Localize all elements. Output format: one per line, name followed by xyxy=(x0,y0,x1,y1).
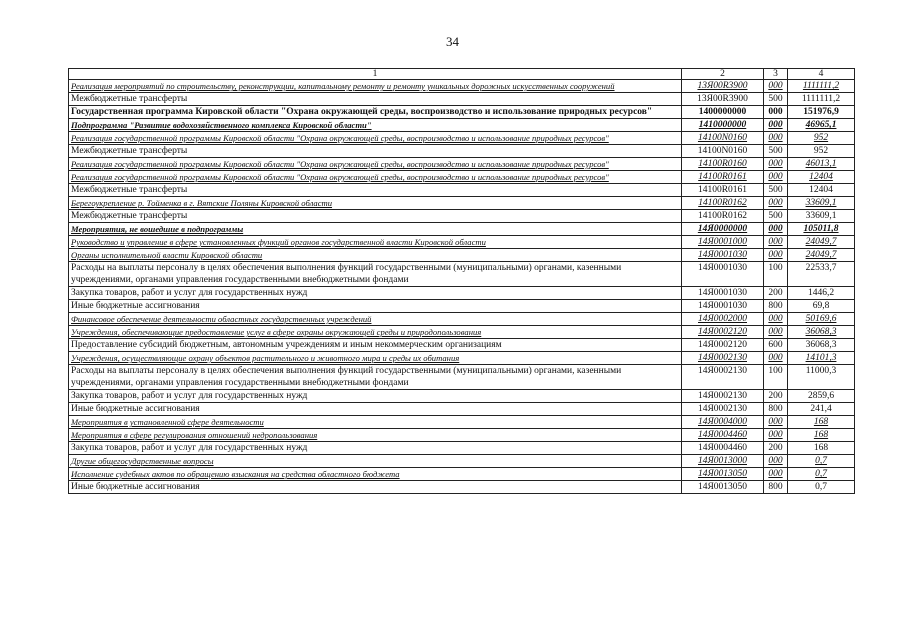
row-amount: 33609,1 xyxy=(788,210,855,223)
page-number: 34 xyxy=(446,34,459,49)
row-expense-type: 000 xyxy=(764,429,788,442)
row-target-code: 14Я0004460 xyxy=(682,429,764,442)
row-target-code: 14Я0002130 xyxy=(682,403,764,416)
row-amount: 33609,1 xyxy=(788,197,855,210)
table-row xyxy=(69,300,855,313)
row-amount: 50169,6 xyxy=(788,313,855,326)
row-expense-type: 000 xyxy=(764,249,788,262)
table-row xyxy=(69,262,855,287)
row-target-code: 14Я0001030 xyxy=(682,249,764,262)
row-target-code: 14Я0013050 xyxy=(682,468,764,481)
row-description: Руководство и управление в сфере установленных функций органов государственной власти Кировской области xyxy=(69,236,682,249)
row-amount: 36068,3 xyxy=(788,339,855,352)
row-target-code: 14Я0001030 xyxy=(682,300,764,313)
row-description: Межбюджетные трансферты xyxy=(69,93,682,106)
row-target-code: 14100R0161 xyxy=(682,171,764,184)
row-amount: 2859,6 xyxy=(788,390,855,403)
row-description: Межбюджетные трансферты xyxy=(69,184,682,197)
row-expense-type: 500 xyxy=(764,184,788,197)
row-description: Мероприятия, не вошедшие в подпрограммы xyxy=(69,223,682,236)
row-amount: 22533,7 xyxy=(788,262,855,287)
row-target-code: 14100R0162 xyxy=(682,197,764,210)
row-target-code: 14100N0160 xyxy=(682,145,764,158)
row-amount: 36068,3 xyxy=(788,326,855,339)
table-row xyxy=(69,403,855,416)
row-expense-type: 000 xyxy=(764,132,788,145)
row-description: Реализация государственной программы Кировской области "Охрана окружающей среды, воспроизводство и использование природных ресурсов" xyxy=(69,132,682,145)
row-target-code: 1400000000 xyxy=(682,106,764,119)
row-amount: 12404 xyxy=(788,184,855,197)
row-expense-type: 200 xyxy=(764,442,788,455)
row-expense-type: 000 xyxy=(764,223,788,236)
table-row xyxy=(69,416,855,429)
row-expense-type: 000 xyxy=(764,455,788,468)
row-description: Реализация государственной программы Кировской области "Охрана окружающей среды, воспроизводство и использование природных ресурсов" xyxy=(69,171,682,184)
row-target-code: 14100R0160 xyxy=(682,158,764,171)
row-expense-type: 000 xyxy=(764,171,788,184)
row-expense-type: 000 xyxy=(764,158,788,171)
table-row xyxy=(69,223,855,236)
row-target-code: 14Я0002120 xyxy=(682,339,764,352)
table-row xyxy=(69,106,855,119)
row-description: Государственная программа Кировской области "Охрана окружающей среды, воспроизводство и использование природных ресурсов" xyxy=(69,106,682,119)
row-amount: 1111111,2 xyxy=(788,93,855,106)
row-target-code: 14100N0160 xyxy=(682,132,764,145)
row-amount: 24049,7 xyxy=(788,249,855,262)
row-target-code: 14Я0002130 xyxy=(682,365,764,390)
row-description: Другие общегосударственные вопросы xyxy=(69,455,682,468)
table-row xyxy=(69,145,855,158)
row-target-code: 14Я0002130 xyxy=(682,352,764,365)
table-row xyxy=(69,468,855,481)
row-description: Предоставление субсидий бюджетным, автономным учреждениям и иным некоммерческим организациям xyxy=(69,339,682,352)
row-amount: 168 xyxy=(788,442,855,455)
row-description: Финансовое обеспечение деятельности областных государственных учреждений xyxy=(69,313,682,326)
table-row xyxy=(69,236,855,249)
row-expense-type: 000 xyxy=(764,236,788,249)
row-amount: 168 xyxy=(788,429,855,442)
row-amount: 1446,2 xyxy=(788,287,855,300)
row-expense-type: 000 xyxy=(764,326,788,339)
row-target-code: 14Я0013000 xyxy=(682,455,764,468)
row-target-code: 14Я0002000 xyxy=(682,313,764,326)
table-row xyxy=(69,429,855,442)
row-expense-type: 500 xyxy=(764,210,788,223)
table-row xyxy=(69,132,855,145)
row-target-code: 14Я0001030 xyxy=(682,287,764,300)
row-description: Исполнение судебных актов по обращению взыскания на средства областного бюджета xyxy=(69,468,682,481)
row-description: Учреждения, осуществляющие охрану объектов растительного и животного мира и среды их обитания xyxy=(69,352,682,365)
row-description: Иные бюджетные ассигнования xyxy=(69,403,682,416)
row-description: Реализация государственной программы Кировской области "Охрана окружающей среды, воспроизводство и использование природных ресурсов" xyxy=(69,158,682,171)
row-target-code: 14Я0004000 xyxy=(682,416,764,429)
row-expense-type: 100 xyxy=(764,365,788,390)
row-amount: 24049,7 xyxy=(788,236,855,249)
row-description: Учреждения, обеспечивающие предоставление услуг в сфере охраны окружающей среды и природопользования xyxy=(69,326,682,339)
table-row xyxy=(69,339,855,352)
row-target-code: 14Я0001000 xyxy=(682,236,764,249)
row-description: Расходы на выплаты персоналу в целях обеспечения выполнения функций государственными (муниципальными) органами, казенными учреждениями, органами управления государственными внебюджетными фондами xyxy=(69,262,682,287)
row-amount: 0,7 xyxy=(788,468,855,481)
table-row xyxy=(69,171,855,184)
budget-table xyxy=(68,68,855,494)
table-row xyxy=(69,184,855,197)
row-amount: 168 xyxy=(788,416,855,429)
row-description: Закупка товаров, работ и услуг для государственных нужд xyxy=(69,390,682,403)
row-amount: 0,7 xyxy=(788,455,855,468)
row-description: Берегоукрепление р. Тойменка в г. Вятские Поляны Кировской области xyxy=(69,197,682,210)
header-col-3: 3 xyxy=(764,69,788,80)
row-expense-type: 000 xyxy=(764,468,788,481)
row-description: Мероприятия в установленной сфере деятельности xyxy=(69,416,682,429)
table-row xyxy=(69,455,855,468)
row-expense-type: 800 xyxy=(764,300,788,313)
row-expense-type: 500 xyxy=(764,145,788,158)
row-description: Расходы на выплаты персоналу в целях обеспечения выполнения функций государственными (муниципальными) органами, казенными учреждениями, органами управления государственными внебюджетными фондами xyxy=(69,365,682,390)
table-row xyxy=(69,313,855,326)
row-target-code: 14Я0002120 xyxy=(682,326,764,339)
row-expense-type: 000 xyxy=(764,119,788,132)
table-row xyxy=(69,287,855,300)
table-row xyxy=(69,442,855,455)
row-amount: 69,8 xyxy=(788,300,855,313)
row-description: Закупка товаров, работ и услуг для государственных нужд xyxy=(69,442,682,455)
table-row xyxy=(69,326,855,339)
row-description: Иные бюджетные ассигнования xyxy=(69,481,682,494)
header-col-1: 1 xyxy=(69,69,682,80)
row-target-code: 14Я0000000 xyxy=(682,223,764,236)
budget-table-body xyxy=(69,69,855,494)
row-description: Мероприятия в сфере регулирования отношений недропользования xyxy=(69,429,682,442)
table-row xyxy=(69,119,855,132)
row-description: Подпрограмма "Развитие водохозяйственного комплекса Кировской области" xyxy=(69,119,682,132)
row-target-code: 14Я0004460 xyxy=(682,442,764,455)
header-col-2: 2 xyxy=(682,69,764,80)
row-target-code: 13Я00R3900 xyxy=(682,80,764,93)
table-row xyxy=(69,390,855,403)
row-amount: 241,4 xyxy=(788,403,855,416)
row-expense-type: 000 xyxy=(764,416,788,429)
column-number-header xyxy=(69,69,855,80)
header-col-4: 4 xyxy=(788,69,855,80)
row-description: Межбюджетные трансферты xyxy=(69,210,682,223)
row-expense-type: 000 xyxy=(764,352,788,365)
table-row xyxy=(69,158,855,171)
table-row xyxy=(69,249,855,262)
row-target-code: 14100R0162 xyxy=(682,210,764,223)
row-description: Иные бюджетные ассигнования xyxy=(69,300,682,313)
row-expense-type: 800 xyxy=(764,403,788,416)
row-amount: 0,7 xyxy=(788,481,855,494)
row-expense-type: 000 xyxy=(764,80,788,93)
row-expense-type: 000 xyxy=(764,313,788,326)
table-row xyxy=(69,210,855,223)
row-target-code: 14Я0002130 xyxy=(682,390,764,403)
row-target-code: 14Я0001030 xyxy=(682,262,764,287)
row-description: Межбюджетные трансферты xyxy=(69,145,682,158)
row-expense-type: 000 xyxy=(764,197,788,210)
table-row xyxy=(69,352,855,365)
row-description: Реализация мероприятий по строительству, реконструкции, капитальному ремонту и ремонту уникальных дорожных искусственных сооружений xyxy=(69,80,682,93)
row-target-code: 14Я0013050 xyxy=(682,481,764,494)
row-amount: 11000,3 xyxy=(788,365,855,390)
row-amount: 12404 xyxy=(788,171,855,184)
row-expense-type: 000 xyxy=(764,106,788,119)
table-row xyxy=(69,481,855,494)
row-expense-type: 800 xyxy=(764,481,788,494)
row-amount: 105011,8 xyxy=(788,223,855,236)
table-row xyxy=(69,93,855,106)
row-amount: 46965,1 xyxy=(788,119,855,132)
table-row xyxy=(69,365,855,390)
row-amount: 952 xyxy=(788,145,855,158)
table-row xyxy=(69,80,855,93)
row-description: Закупка товаров, работ и услуг для государственных нужд xyxy=(69,287,682,300)
row-amount: 952 xyxy=(788,132,855,145)
row-target-code: 13Я00R3900 xyxy=(682,93,764,106)
row-expense-type: 200 xyxy=(764,287,788,300)
row-expense-type: 500 xyxy=(764,93,788,106)
row-expense-type: 100 xyxy=(764,262,788,287)
row-amount: 46013,1 xyxy=(788,158,855,171)
table-row xyxy=(69,197,855,210)
row-amount: 14101,3 xyxy=(788,352,855,365)
row-target-code: 14100R0161 xyxy=(682,184,764,197)
row-target-code: 1410000000 xyxy=(682,119,764,132)
row-description: Органы исполнительной власти Кировской области xyxy=(69,249,682,262)
row-amount: 151976,9 xyxy=(788,106,855,119)
row-expense-type: 200 xyxy=(764,390,788,403)
row-expense-type: 600 xyxy=(764,339,788,352)
row-amount: 1111111,2 xyxy=(788,80,855,93)
